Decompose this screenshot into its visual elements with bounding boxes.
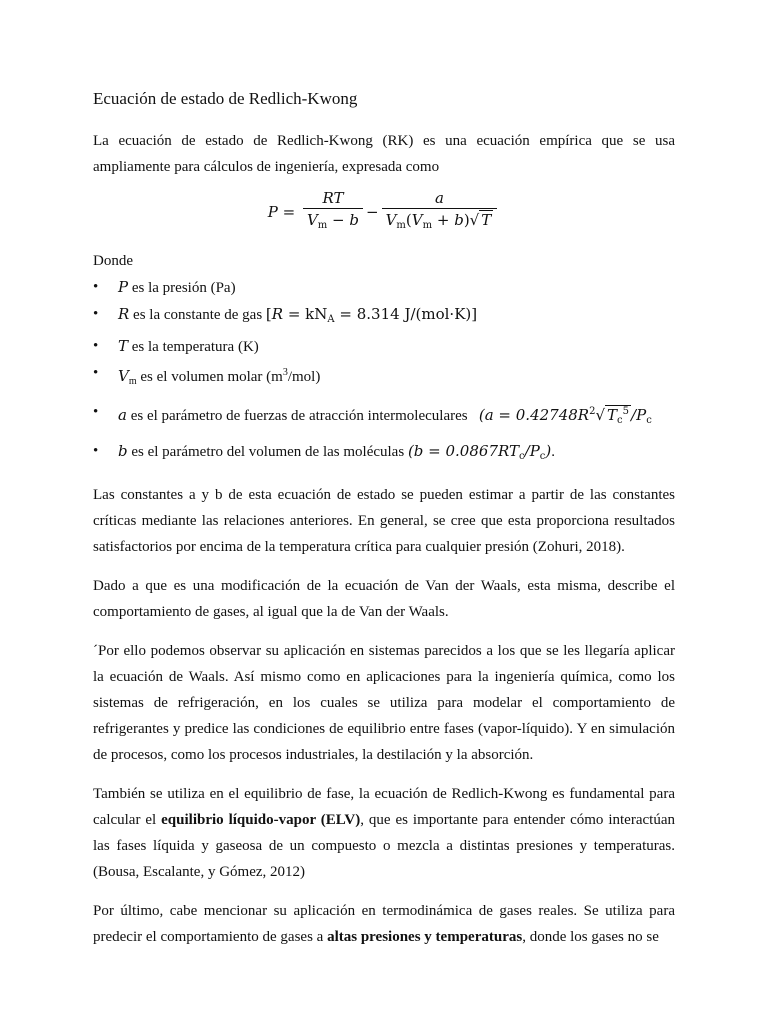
paragraph-real-gases: Por último, cabe mencionar su aplicación en termodinámica de gases reales. Se utiliza para predecir el comportamiento de gases a altas presiones y temperaturas, donde los gases no se	[93, 903, 675, 945]
paragraph-applications: ´Por ello podemos observar su aplicación en sistemas parecidos a los que se les llegaría aplicar la ecuación de Waals. Así mismo como en aplicaciones para la ingeniería química, como los sistemas de refrigeración, en los cuales se utiliza para modelar el comportamiento de refrigerantes y predice las condiciones de equilibrio entre fases (vapor-líquido). Y en simulación de procesos, como los procesos industriales, la destilación y la absorción.	[93, 643, 675, 763]
rk-equation: P = $\frac{RT}{V_m - b}$ − $\frac{a}{V_m(V_m + b)√ T}$	[93, 184, 675, 240]
a-fraction: $\frac{a}{V_m(V_m + b)√ T}$	[382, 188, 498, 237]
document-title: Ecuación de estado de Redlich-Kwong	[93, 89, 358, 108]
paragraph-van-der-waals: Dado a que es una modificación de la ecuación de Van der Waals, esta misma, describe el comportamiento de gases, al igual que la de Van der Waals.	[93, 578, 675, 620]
paragraph-constants: Las constantes a y b de esta ecuación de estado se pueden estimar a partir de las constantes críticas mediante las relaciones anteriores. En general, se cree que esta proporciona resultados satisfactorios por encima de la temperatura crítica para cualquier presión (Zohuri, 2018).	[93, 487, 675, 555]
list-item: • $V_m$ es el volumen molar $(m^3/mol)$	[93, 365, 321, 387]
list-item: • b es el parámetro del volumen de las moléculas $(b = 0.0867RT_c/P_c)$.	[93, 442, 556, 462]
list-item: • T es la temperatura (K)	[93, 337, 259, 355]
variable-list	[93, 274, 675, 470]
list-item: • a es el parámetro de fuerzas de atracción intermoleculares ($a = 0.42748R^2√$ $T_c^5$ $/P_c$	[93, 404, 652, 426]
list-item: • R es la constante de gas [$R = kN_A = 8.314$ J/(mol·K)]	[93, 305, 478, 325]
paragraph-phase-equilibrium: También se utiliza en el equilibrio de fase, la ecuación de Redlich-Kwong es fundamental para calcular el equilibrio líquido-vapor (ELV), que es importante para entender cómo interactúan las fases líquida y gaseosa de un compuesto o mezcla a distintas presiones y temperaturas. (Bousa, Escalante, y Gómez, 2012)	[93, 786, 675, 880]
list-item: • P es la presión (Pa)	[93, 278, 236, 296]
donde-label: Donde	[93, 253, 133, 269]
intro-paragraph: La ecuación de estado de Redlich-Kwong (RK) es una ecuación empírica que se usa ampliamente para cálculos de ingeniería, expresada como	[93, 133, 675, 175]
document-body	[93, 86, 675, 950]
rt-fraction: $\frac{RT}{V_m - b}$	[303, 188, 363, 237]
